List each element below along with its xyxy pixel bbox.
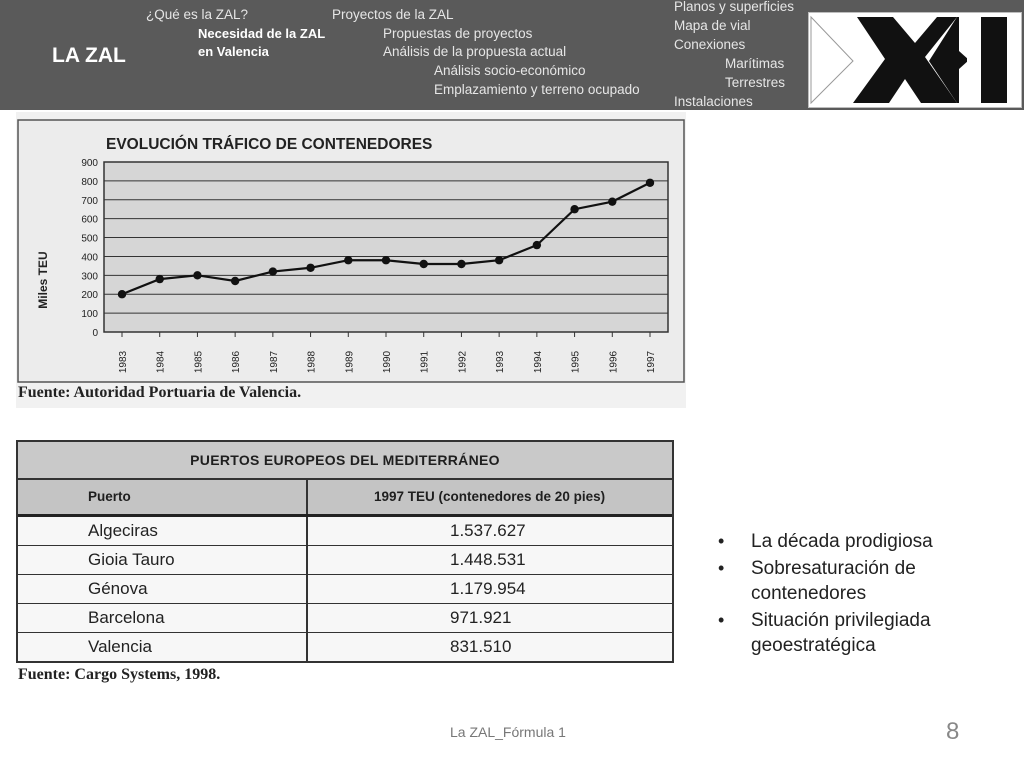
footer-text: La ZAL_Fórmula 1 (450, 724, 566, 740)
y-tick-label: 0 (92, 328, 98, 339)
table-header-puerto: Puerto (18, 480, 308, 514)
bullet-item: • La década prodigiosa (716, 529, 976, 554)
table-header-row (18, 480, 672, 517)
nav-emplazamiento[interactable]: Emplazamiento y terreno ocupado (434, 82, 640, 97)
nav-conexiones[interactable]: Conexiones (674, 37, 746, 52)
chart-svg (16, 112, 686, 408)
chart-title: EVOLUCIÓN TRÁFICO DE CONTENEDORES (106, 136, 433, 153)
y-tick-label: 700 (81, 195, 98, 207)
table-cell-port: Valencia (18, 633, 308, 661)
data-point (156, 275, 164, 283)
x-tick-label: 1985 (193, 350, 205, 374)
bullet-item: • Sobresaturación de contenedores (716, 556, 976, 606)
table-cell-teu: 1.448.531 (450, 550, 526, 569)
nav-propuestas-de-proyectos[interactable]: Propuestas de proyectos (383, 26, 533, 41)
section-title: LA ZAL (52, 44, 126, 67)
data-point (495, 256, 503, 264)
table-cell-teu: 971.921 (450, 608, 512, 627)
nav-proyectos-de-la-zal[interactable]: Proyectos de la ZAL (332, 7, 454, 22)
data-point (646, 179, 654, 187)
chart-source: Fuente: Autoridad Portuaria de Valencia. (18, 384, 302, 401)
table-cell-port: Génova (18, 575, 308, 603)
data-point (306, 264, 314, 272)
bullet-list (716, 529, 976, 660)
table-row (18, 546, 672, 575)
x-tick-label: 1983 (118, 350, 129, 374)
x-tick-label: 1994 (532, 350, 544, 374)
x-tick-label: 1984 (155, 350, 167, 374)
container-traffic-chart (16, 112, 686, 408)
data-point (231, 277, 239, 285)
y-tick-label: 500 (81, 233, 98, 245)
chart-ylabel: Miles TEU (36, 251, 50, 309)
data-point (420, 260, 428, 268)
x-tick-label: 1995 (570, 350, 582, 374)
nav-necesidad-de-la-zal[interactable]: Necesidad de la ZAL (198, 26, 326, 41)
x-tick-label: 1997 (646, 350, 657, 374)
data-point (533, 241, 541, 249)
bullet-item: • Situación privilegiada geoestratégica (716, 608, 976, 658)
table-cell-port: Algeciras (18, 517, 308, 545)
data-point (269, 267, 277, 275)
data-point (608, 197, 616, 205)
data-point (570, 205, 578, 213)
y-tick-label: 600 (81, 214, 98, 226)
table-cell-teu: 1.537.627 (450, 521, 526, 540)
y-tick-label: 800 (81, 176, 98, 188)
data-point (118, 290, 126, 298)
nav-instalaciones[interactable]: Instalaciones (674, 94, 753, 109)
data-point (382, 256, 390, 264)
data-point (457, 260, 465, 268)
table-row (18, 575, 672, 604)
page-number: 8 (946, 718, 960, 745)
data-point (193, 271, 201, 279)
header-bar (0, 0, 1024, 110)
nav-analisis-propuesta-actual[interactable]: Análisis de la propuesta actual (383, 44, 567, 59)
table-row (18, 604, 672, 633)
xci-logo (808, 12, 1022, 108)
y-tick-label: 100 (81, 309, 98, 321)
table-row (18, 517, 672, 546)
table-cell-port: Barcelona (18, 604, 308, 632)
table-title: PUERTOS EUROPEOS DEL MEDITERRÁNEO (18, 442, 672, 480)
y-tick-label: 400 (81, 252, 98, 264)
nav-planos-y-superficies[interactable]: Planos y superficies (674, 0, 795, 14)
xci-logo-icon (809, 13, 1021, 107)
data-point (344, 256, 352, 264)
plot-background (104, 162, 668, 332)
nav-que-es-la-zal[interactable]: ¿Qué es la ZAL? (146, 7, 249, 22)
nav-analisis-socio-economico[interactable]: Análisis socio-económico (434, 63, 586, 78)
y-tick-label: 900 (81, 158, 98, 169)
nav-terrestres[interactable]: Terrestres (725, 75, 786, 90)
table-header-teu: 1997 TEU (contenedores de 20 pies) (374, 489, 606, 504)
x-tick-label: 1988 (306, 350, 318, 374)
x-tick-label: 1996 (608, 350, 620, 374)
table-row (18, 633, 672, 661)
x-tick-label: 1989 (344, 350, 356, 374)
y-tick-label: 200 (81, 290, 98, 302)
ports-table (16, 440, 674, 663)
x-tick-label: 1990 (382, 350, 393, 374)
nav-maritimas[interactable]: Marítimas (725, 56, 785, 71)
y-tick-label: 300 (81, 271, 98, 283)
table-cell-teu: 831.510 (450, 637, 512, 656)
x-tick-label: 1987 (268, 350, 280, 374)
x-tick-label: 1992 (457, 350, 469, 374)
table-cell-teu: 1.179.954 (450, 579, 526, 598)
table-source: Fuente: Cargo Systems, 1998. (18, 666, 221, 683)
table-cell-port: Gioia Tauro (18, 546, 308, 574)
nav-mapa-de-vial[interactable]: Mapa de vial (674, 18, 751, 33)
x-tick-label: 1993 (495, 350, 507, 374)
x-tick-label: 1986 (231, 350, 243, 374)
x-tick-label: 1991 (419, 350, 431, 374)
nav-necesidad-en-valencia[interactable]: en Valencia (198, 44, 269, 59)
